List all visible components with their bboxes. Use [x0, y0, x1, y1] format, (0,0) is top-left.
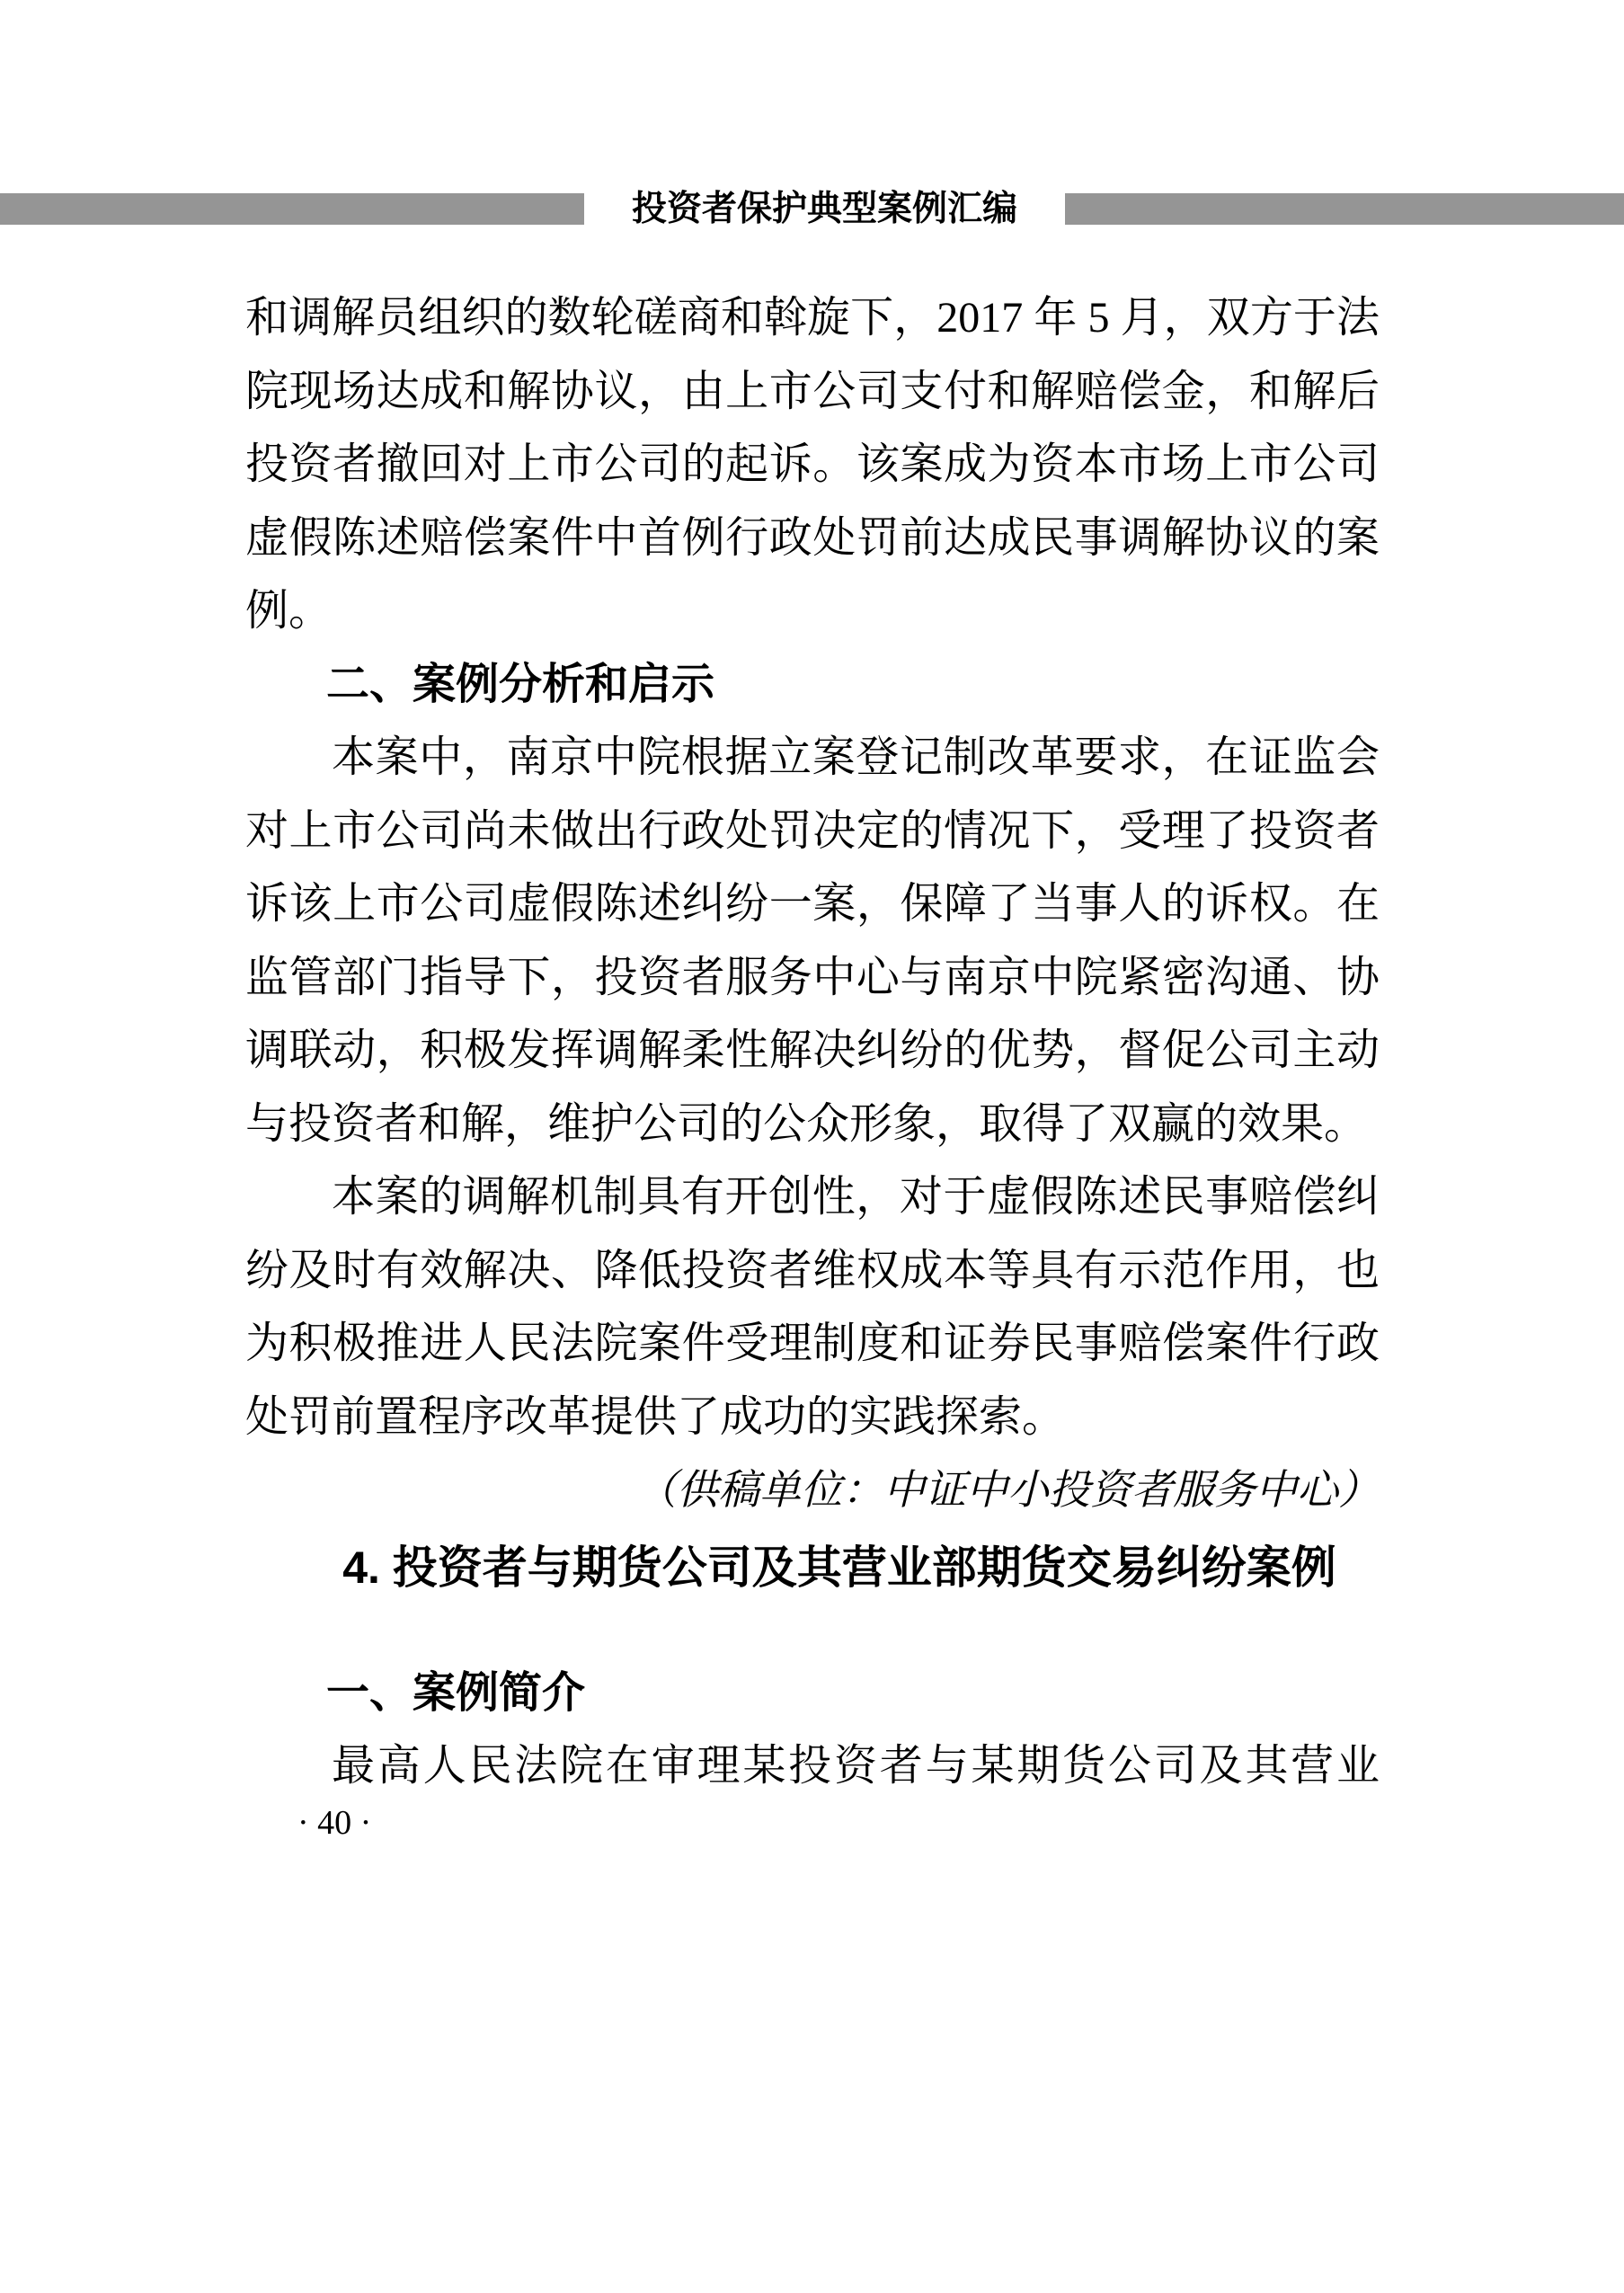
paragraph-continuation: 和调解员组织的数轮磋商和斡旋下，2017 年 5 月，双方于法院现场达成和解协议，由上市公司支付和解赔偿金，和解后投资者撤回对上市公司的起诉。该案成为资本市场上市公司虚假陈述赔偿案件中首例行政处罚前达成民事调解协议的案例。	[245, 294, 1380, 635]
text-block	[245, 0, 1380, 1843]
paragraph-case4-intro: 最高人民法院在审理某投资者与某期货公司及其营业	[332, 1742, 1380, 1790]
attribution-line: （供稿单位：中证中小投资者服务中心）	[635, 1467, 1380, 1513]
running-head-title: 投资者保护典型案例汇编	[631, 190, 1017, 228]
section-heading-case-intro: 一、案例简介	[326, 1668, 586, 1717]
section-heading-analysis: 二、案例分析和启示	[326, 660, 715, 708]
paragraph-analysis-1: 本案中，南京中院根据立案登记制改革要求，在证监会对上市公司尚未做出行政处罚决定的情况下，受理了投资者诉该上市公司虚假陈述纠纷一案，保障了当事人的诉权。在监管部门指导下，投资者服务中心与南京中院紧密沟通、协调联动，积极发挥调解柔性解决纠纷的优势，督促公司主动与投资者和解，维护公司的公众形象，取得了双赢的效果。	[245, 733, 1380, 1148]
page-number: · 40 ·	[297, 1803, 372, 1842]
case4-title-heading: 4. 投资者与期货公司及其营业部期货交易纠纷案例	[342, 1542, 1336, 1593]
paragraph-analysis-2: 本案的调解机制具有开创性，对于虚假陈述民事赔偿纠纷及时有效解决、降低投资者维权成本等具有示范作用，也为积极推进人民法院案件受理制度和证券民事赔偿案件行政处罚前置程序改革提供了成功的实践探索。	[245, 1173, 1380, 1441]
